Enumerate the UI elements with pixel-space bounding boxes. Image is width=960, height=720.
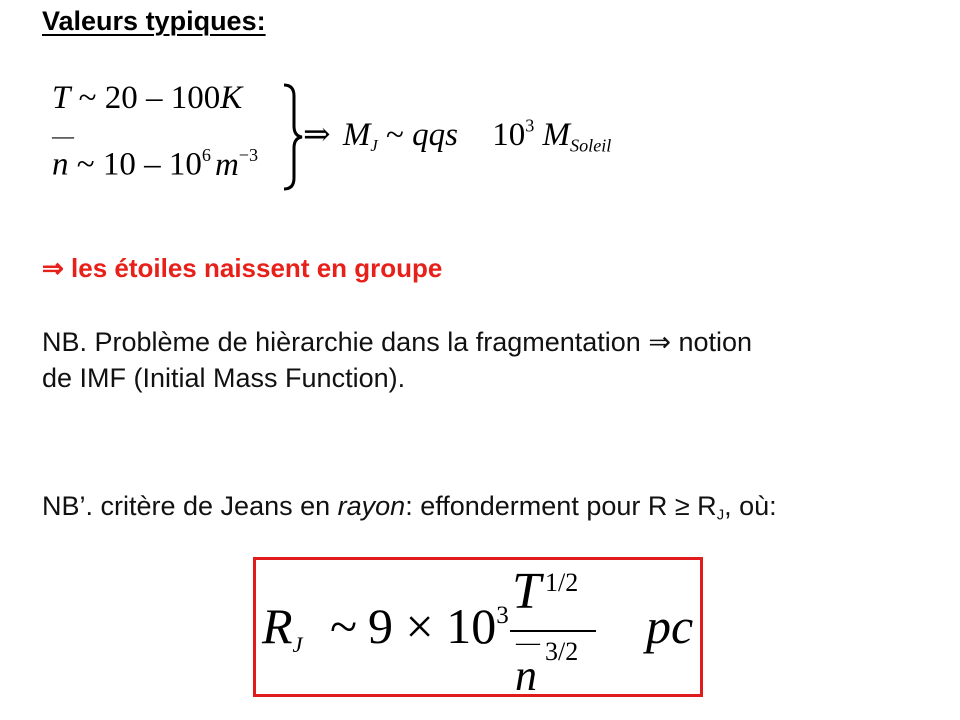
formula-coef-value: 9 × 10	[368, 598, 497, 654]
formula-denominator-bar: —	[516, 630, 540, 656]
density-rel: ~	[76, 146, 95, 183]
implies-arrow-icon: ⇒	[303, 117, 331, 153]
nb2-part-2: : effonderment pour R ≥ R	[405, 491, 717, 521]
temperature-unit: K	[220, 80, 243, 116]
formula-lhs	[262, 597, 303, 658]
nb-jeans-radius-note	[42, 488, 777, 533]
formula-rel: ~	[330, 598, 358, 654]
density-value: 10 – 10	[102, 146, 202, 183]
density-bar: —	[52, 123, 74, 148]
solar-mass-sub: Soleil	[570, 135, 612, 156]
jeans-mass-qqs: qqs	[412, 117, 458, 153]
formula-numerator-var: T	[512, 563, 541, 620]
conclusion-text: les étoiles naissent en groupe	[71, 253, 443, 283]
formula-coef	[368, 597, 509, 655]
density-line	[52, 145, 258, 184]
page-title: Valeurs typiques:	[42, 6, 266, 36]
temperature-var: T	[52, 80, 71, 116]
formula-denominator-var: n	[515, 651, 537, 700]
jeans-mass-result	[303, 114, 611, 156]
temperature-value: 20 – 100	[104, 80, 221, 116]
jeans-mass-exponent: 3	[525, 115, 535, 136]
formula-lhs-var: R	[262, 598, 293, 654]
solar-mass-var: M	[542, 117, 571, 153]
jeans-mass-rel: ~	[385, 117, 404, 153]
nb-line-1: NB. Problème de hièrarchie dans la fragmentation ⇒ notion	[42, 327, 753, 357]
conclusion-arrow-icon: ⇒	[42, 253, 64, 283]
density-unit-exponent: −3	[238, 145, 259, 165]
formula-coef-exp: 3	[496, 602, 509, 629]
formula-unit: pc	[646, 598, 694, 654]
nb2-sub: J	[716, 507, 725, 524]
formula-denominator-exp: 3/2	[545, 637, 579, 666]
nb2-part-1: NB’. critère de Jeans en	[42, 491, 338, 521]
density-var: n	[52, 146, 69, 183]
temperature-line	[52, 80, 242, 117]
jeans-mass-sub: J	[370, 135, 378, 155]
temperature-rel: ~	[78, 80, 97, 116]
density-unit: m	[214, 146, 239, 183]
jeans-mass-var: M	[342, 117, 371, 153]
conclusion-line	[42, 253, 442, 284]
density-exponent: 6	[201, 145, 211, 165]
formula-lhs-sub: J	[292, 632, 303, 657]
nb-line-2: de IMF (Initial Mass Function).	[42, 363, 406, 393]
formula-numerator-exp: 1/2	[545, 568, 579, 597]
nb2-italic: rayon	[337, 491, 406, 521]
jeans-mass-value: 10	[492, 117, 526, 153]
nb-hierarchy-note	[42, 324, 752, 396]
nb2-part-3: , où:	[724, 491, 777, 521]
